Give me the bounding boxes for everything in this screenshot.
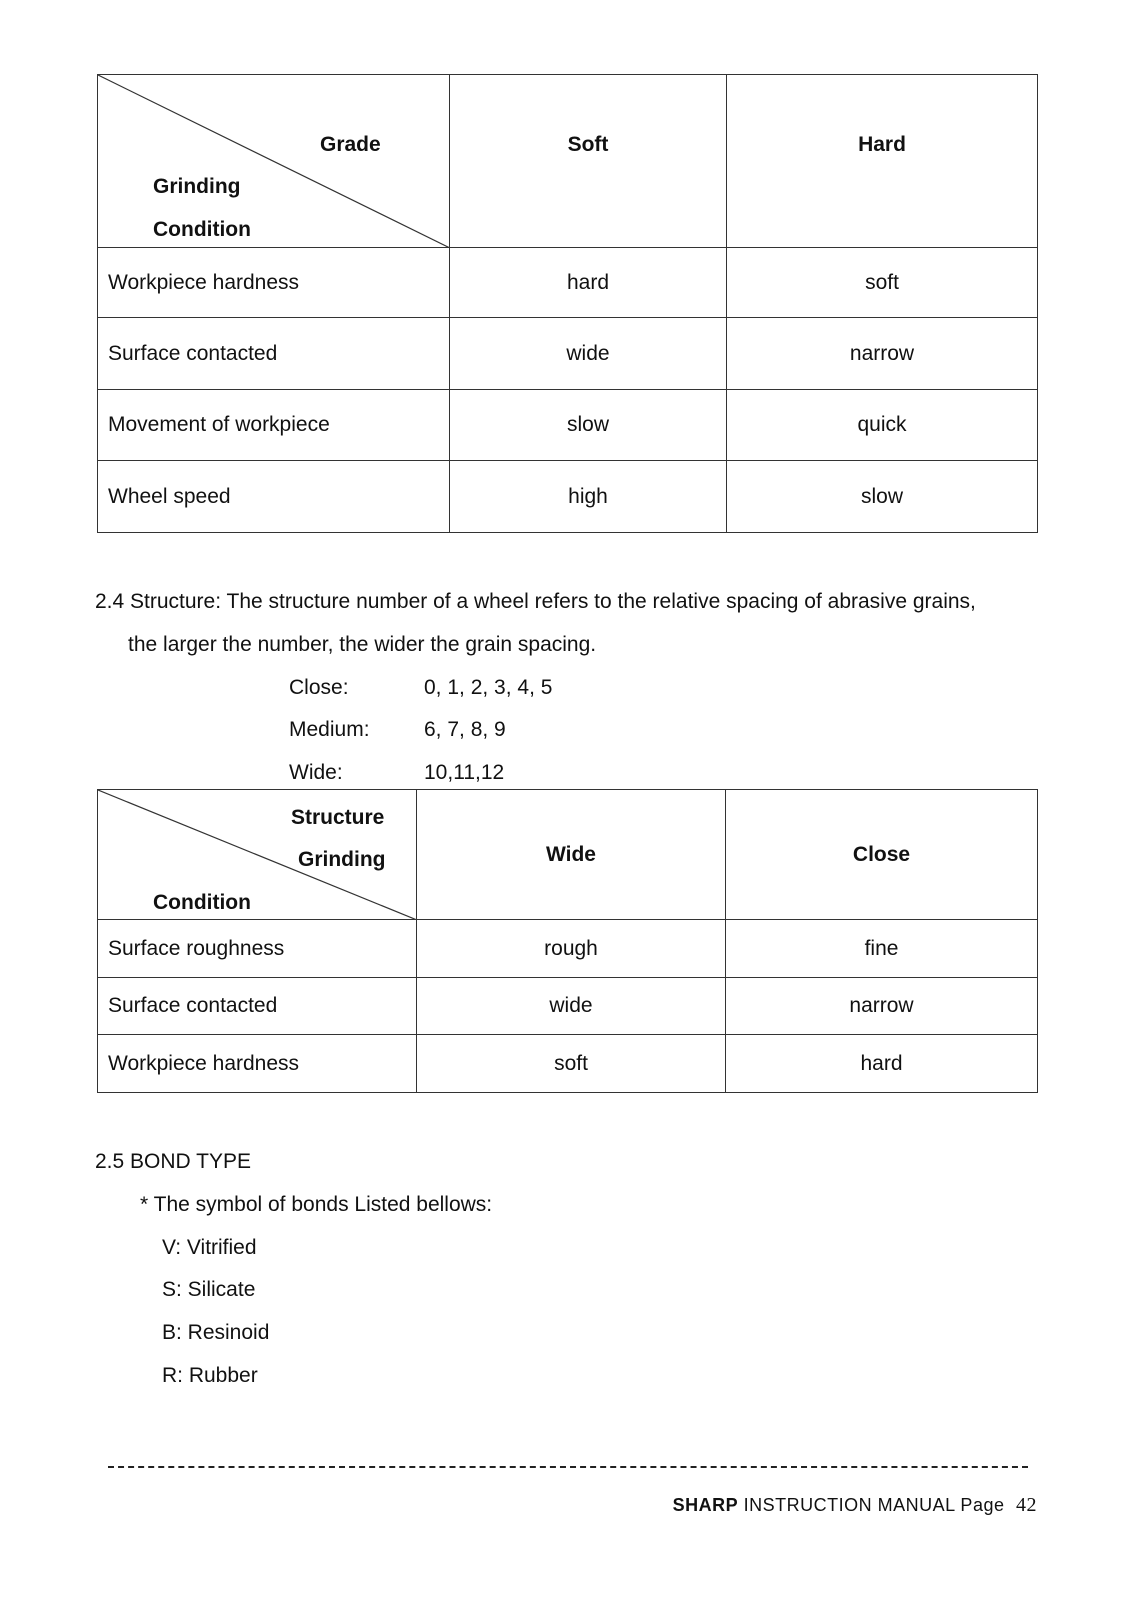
column-header-soft: Soft xyxy=(450,75,727,248)
bond-heading: 2.5 BOND TYPE xyxy=(95,1150,252,1173)
column-header-wide: Wide xyxy=(417,790,726,920)
cell-close: hard xyxy=(726,1035,1038,1093)
bond-item: V: Vitrified xyxy=(162,1236,257,1259)
cell-soft: high xyxy=(450,461,727,533)
diagonal-divider xyxy=(98,75,450,248)
cell-wide: wide xyxy=(417,978,726,1035)
corner-label-grinding: Grinding xyxy=(153,175,241,198)
structure-paragraph-line1: 2.4 Structure: The structure number of a wheel refers to the relative spacing of abrasive grains, xyxy=(95,590,976,613)
row-label: Surface contacted xyxy=(98,318,450,390)
cell-hard: quick xyxy=(727,390,1038,461)
table-row xyxy=(98,978,1038,1035)
cell-hard: slow xyxy=(727,461,1038,533)
column-header-close: Close xyxy=(726,790,1038,920)
table-row xyxy=(98,318,1038,390)
structure-table xyxy=(97,789,1038,1093)
structure-paragraph-line2: the larger the number, the wider the grain spacing. xyxy=(128,633,597,656)
cell-soft: hard xyxy=(450,248,727,318)
row-label: Workpiece hardness xyxy=(98,1035,417,1093)
corner-label-condition: Condition xyxy=(153,218,251,241)
row-label: Surface roughness xyxy=(98,920,417,978)
footer-brand: SHARP xyxy=(672,1495,739,1515)
column-header-hard: Hard xyxy=(727,75,1038,248)
corner-label-condition: Condition xyxy=(153,891,251,914)
page-footer xyxy=(673,1494,1037,1517)
corner-label-grade: Grade xyxy=(320,133,381,156)
bond-intro: * The symbol of bonds Listed bellows: xyxy=(140,1193,493,1216)
cell-hard: narrow xyxy=(727,318,1038,390)
scale-name-medium: Medium: xyxy=(289,718,370,741)
bond-item: S: Silicate xyxy=(162,1278,256,1301)
bond-item: R: Rubber xyxy=(162,1364,258,1387)
table-row xyxy=(98,461,1038,533)
page-number: 42 xyxy=(1016,1494,1037,1516)
table-row xyxy=(98,390,1038,461)
footer-divider xyxy=(108,1466,1028,1468)
bond-item: B: Resinoid xyxy=(162,1321,270,1344)
scale-values-close: 0, 1, 2, 3, 4, 5 xyxy=(424,676,553,699)
cell-wide: rough xyxy=(417,920,726,978)
grade-table xyxy=(97,74,1038,533)
corner-label-grinding: Grinding xyxy=(298,848,386,871)
table-row xyxy=(98,248,1038,318)
scale-values-wide: 10,11,12 xyxy=(424,761,505,784)
cell-wide: soft xyxy=(417,1035,726,1093)
cell-soft: slow xyxy=(450,390,727,461)
footer-text: INSTRUCTION MANUAL Page xyxy=(743,1495,1005,1515)
table-row xyxy=(98,1035,1038,1093)
row-label: Movement of workpiece xyxy=(98,390,450,461)
table-row xyxy=(98,920,1038,978)
corner-label-structure: Structure xyxy=(291,806,385,829)
scale-name-close: Close: xyxy=(289,676,349,699)
scale-values-medium: 6, 7, 8, 9 xyxy=(424,718,506,741)
cell-close: narrow xyxy=(726,978,1038,1035)
row-label: Workpiece hardness xyxy=(98,248,450,318)
row-label: Surface contacted xyxy=(98,978,417,1035)
row-label: Wheel speed xyxy=(98,461,450,533)
cell-close: fine xyxy=(726,920,1038,978)
cell-soft: wide xyxy=(450,318,727,390)
structure-table-corner xyxy=(98,790,417,920)
cell-hard: soft xyxy=(727,248,1038,318)
grade-table-corner xyxy=(98,75,450,248)
scale-name-wide: Wide: xyxy=(289,761,343,784)
